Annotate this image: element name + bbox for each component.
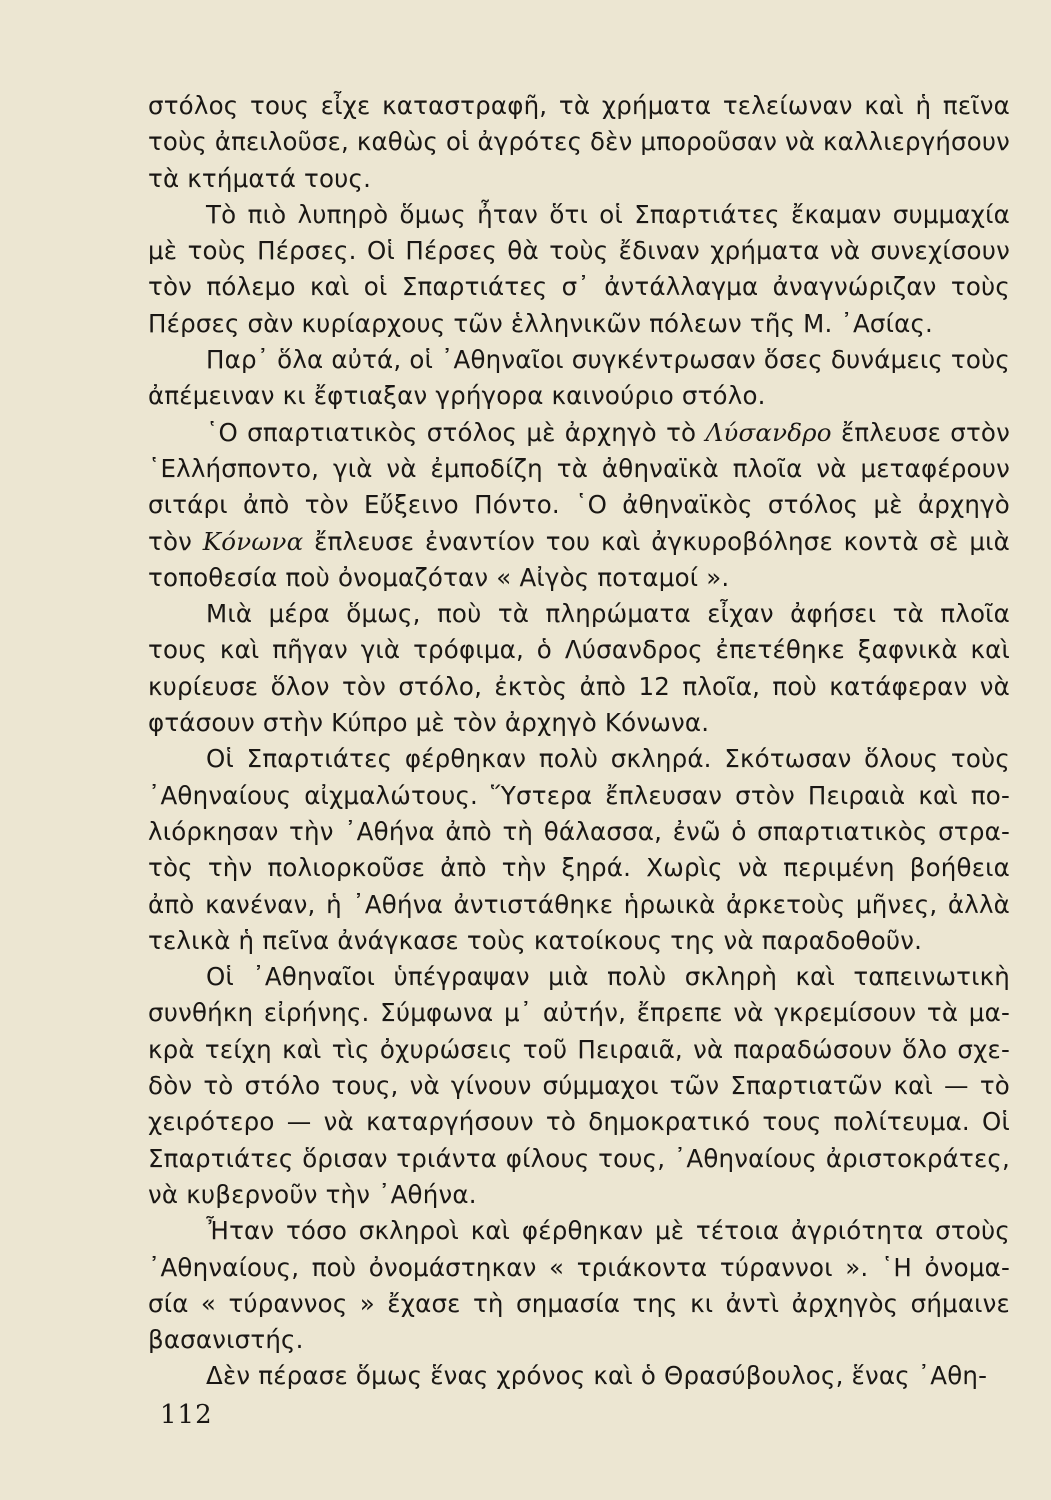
text-line: τοὺς ἀπειλοῦσε, καθὼς οἱ ἀγρότες δὲν μποροῦσαν νὰ καλλιεργήσουν bbox=[148, 127, 1010, 157]
text-line: τελικὰ ἡ πεῖνα ἀνάγκασε τοὺς κατοίκους της νὰ παραδοθοῦν. bbox=[148, 925, 923, 955]
text-line: ἀπὸ κανέναν, ἡ ᾿Αθήνα ἀντιστάθηκε ἡρωικὰ ἀρκετοὺς μῆνες, ἀλλὰ bbox=[148, 889, 1010, 919]
text-line: Τὸ πιὸ λυπηρὸ ὅμως ἦταν ὅτι οἱ Σπαρτιάτες ἔκαμαν συμμαχία bbox=[206, 199, 1010, 229]
text-line: τὰ κτήματά τους. bbox=[148, 163, 372, 193]
text-line: τοποθεσία ποὺ ὀνομαζόταν « Αἰγὸς ποταμοί ». bbox=[148, 562, 730, 592]
italic-name: Κόνωνα bbox=[202, 526, 304, 556]
text-line: Οἱ ᾿Αθηναῖοι ὑπέγραψαν μιὰ πολὺ σκληρὴ καὶ ταπεινωτικὴ bbox=[206, 962, 1010, 992]
text-line: ᾿Αθηναίους, ποὺ ὀνομάστηκαν « τριάκοντα τύραννοι ». ῾Η ὀνομα- bbox=[148, 1252, 1010, 1282]
text-line: Παρ᾿ ὅλα αὐτά, οἱ ᾿Αθηναῖοι συγκέντρωσαν ὅσες δυνάμεις τοὺς bbox=[205, 345, 1010, 375]
text-line: δὸν τὸ στόλο τους, νὰ γίνουν σύμμαχοι τῶν Σπαρτιατῶν καὶ — τὸ bbox=[148, 1071, 1010, 1101]
page-number: 112 bbox=[160, 1400, 213, 1430]
text-line: τὸν πόλεμο καὶ οἱ Σπαρτιάτες σ᾿ ἀντάλλαγμα ἀναγνώριζαν τοὺς bbox=[148, 272, 1010, 302]
text-segment: τὸν bbox=[148, 526, 203, 556]
text-line: τους καὶ πῆγαν γιὰ τρόφιμα, ὁ Λύσανδρος ἐπετέθηκε ξαφνικὰ καὶ bbox=[148, 635, 1010, 665]
text-line: κυρίευσε ὅλον τὸν στόλο, ἐκτὸς ἀπὸ 12 πλοῖα, ποὺ κατάφεραν νὰ bbox=[148, 671, 1010, 701]
text-line: βασανιστής. bbox=[148, 1325, 304, 1355]
text-line bbox=[148, 524, 1010, 560]
text-line: Δὲν πέρασε ὅμως ἕνας χρόνος καὶ ὁ Θρασύβουλος, ἕνας ᾿Αθη- bbox=[206, 1361, 988, 1391]
text-line: Σπαρτιάτες ὅρισαν τριάντα φίλους τους, ᾿Αθηναίους ἀριστοκράτες, bbox=[148, 1143, 1010, 1173]
text-line: ῾Ελλήσποντο, γιὰ νὰ ἐμποδίζη τὰ ἀθηναϊκὰ πλοῖα νὰ μεταφέρουν bbox=[148, 453, 1010, 483]
italic-name: Λύσανδρο bbox=[705, 417, 832, 447]
text-line: κρὰ τείχη καὶ τὶς ὀχυρώσεις τοῦ Πειραιᾶ, νὰ παραδώσουν ὅλο σχε- bbox=[148, 1034, 1010, 1064]
text-line: Μιὰ μέρα ὅμως, ποὺ τὰ πληρώματα εἶχαν ἀφήσει τὰ πλοῖα bbox=[206, 599, 1010, 629]
text-line: ἀπέμειναν κι ἔφτιαξαν γρήγορα καινούριο στόλο. bbox=[148, 381, 766, 411]
text-segment: ῾Ο σπαρτιατικὸς στόλος μὲ ἀρχηγὸ τὸ bbox=[206, 417, 706, 447]
text-segment: ἔπλευσε ἐναντίον του καὶ ἀγκυροβόλησε κοντὰ σὲ μιὰ bbox=[303, 526, 1010, 556]
text-line: μὲ τοὺς Πέρσες. Οἱ Πέρσες θὰ τοὺς ἔδιναν χρήματα νὰ συνεχίσουν bbox=[148, 236, 1010, 266]
text-line: λιόρκησαν τὴν ᾿Αθήνα ἀπὸ τὴ θάλασσα, ἐνῶ ὁ σπαρτιατικὸς στρα- bbox=[148, 816, 1010, 846]
text-segment: ἔπλευσε στὸν bbox=[831, 417, 1010, 447]
text-line: στόλος τους εἶχε καταστραφῆ, τὰ χρήματα τελείωναν καὶ ἡ πεῖνα bbox=[148, 91, 1010, 120]
text-line: σία « τύραννος » ἔχασε τὴ σημασία της κι ἀντὶ ἀρχηγὸς σήμαινε bbox=[148, 1288, 1010, 1318]
body-text bbox=[148, 88, 1010, 1395]
text-line: νὰ κυβερνοῦν τὴν ᾿Αθήνα. bbox=[148, 1179, 477, 1209]
text-line: τὸς τὴν πολιορκοῦσε ἀπὸ τὴν ξηρά. Χωρὶς νὰ περιμένη βοήθεια bbox=[148, 853, 1010, 883]
text-line: φτάσουν στὴν Κύπρο μὲ τὸν ἀρχηγὸ Κόνωνα. bbox=[148, 708, 710, 738]
text-line: συνθήκη εἰρήνης. Σύμφωνα μ᾿ αὐτήν, ἔπρεπε νὰ γκρεμίσουν τὰ μα- bbox=[148, 998, 1010, 1028]
text-line: Οἱ Σπαρτιάτες φέρθηκαν πολὺ σκληρά. Σκότωσαν ὅλους τοὺς bbox=[206, 744, 1010, 774]
text-line: σιτάρι ἀπὸ τὸν Εὔξεινο Πόντο. ῾Ο ἀθηναϊκὸς στόλος μὲ ἀρχηγὸ bbox=[148, 490, 1010, 520]
text-line: Ἦταν τόσο σκληροὶ καὶ φέρθηκαν μὲ τέτοια ἀγριότητα στοὺς bbox=[206, 1216, 1010, 1246]
text-line bbox=[148, 415, 1010, 451]
text-line: ᾿Αθηναίους αἰχμαλώτους. Ὕστερα ἔπλευσαν στὸν Πειραιὰ καὶ πο- bbox=[148, 780, 1010, 810]
text-line: χειρότερο — νὰ καταργήσουν τὸ δημοκρατικό τους πολίτευμα. Οἱ bbox=[148, 1107, 1010, 1137]
text-line: Πέρσες σὰν κυρίαρχους τῶν ἑλληνικῶν πόλεων τῆς Μ. ᾿Ασίας. bbox=[148, 308, 934, 338]
